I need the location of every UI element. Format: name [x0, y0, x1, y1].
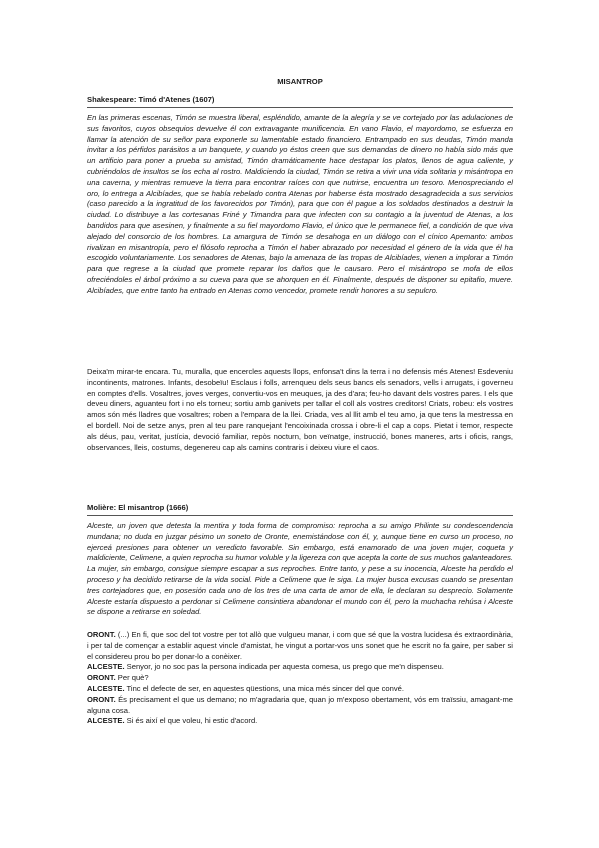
- dialogue-line: [87, 630, 513, 662]
- moliere-summary: Alceste, un joven que detesta la mentira y toda forma de compromiso: reprocha a su amigo Philinte su condescendencia mundana; no duda en juzgar pésimo un soneto de Oronte, enemistándose con él, y, aunque tiene en curso un proceso, no ejerceá presiones para obtener un veredicto favorable. Sin embargo, está enamorado de una joven mujer, coqueta y maldiciente, Celimene, a quien reprocha su humor voluble y la ligereza con que acepta la corte de sus muchos galanteadores. La mujer, sin embargo, consigue siempre escapar a sus reproches. Entre tanto, y pese a su inocencia, Alceste ha perdido el proceso y ha decidido retirarse de la vida social. Pide a Celimene que le siga. La mujer busca excusas cuando se presentan tres cortejadores que, en posesión cada uno de los tres de una carta de amor de ella, le declaran su desprecio. Solamente Alceste estaría dispuesto a perdonar si Celimene consintiera abandonar el mundo con él, pero la muchacha rehúsa i Alceste se dispone a retirarse en soledad.: [87, 521, 513, 617]
- dialogue-text: Per què?: [115, 673, 149, 683]
- dialogue-text: Senyor, jo no soc pas la persona indicada per aquesta comesa, us prego que me'n dispenseu.: [124, 662, 444, 672]
- moliere-dialogue: [87, 630, 513, 727]
- speaker-name: ORONT.: [87, 630, 116, 639]
- dialogue-line: [87, 716, 513, 727]
- shakespeare-summary: En las primeras escenas, Timón se muestra liberal, espléndido, amante de la alegría y se ve cortejado por las adulaciones de sus favoritos, cuyos obsequios devuelve él con extravagante munificencia. En vano Flavio, el mayordomo, se esfuerza en llamar la atención de su señor para exponerle su lamentable estado financiero. Entrampado en sus deudas, Timón manda invitar a los pérfidos parásitos a un banquete, y cuando yo éstos creen que sus demandas de dinero no había sido más que un artificio para poner a prueba su amistad, Timón dramáticamente hace destapar los platos, llenos de agua caliente, y cubriéndolos de insultos se los echa al rostro. Maldiciendo la ciudad, Timón se retira a vivir una vida solitaria y misántropa en una caverna, y mientras remueve la tierra para encontrar raíces con que nutrirse, encuentra un tesoro. Menospreciando el oro, lo entrega a Alcibíades, que se había rebelado contra Atenas por haberse ésta mostrado desagradecida a sus servicios (caso parecido a la ingratitud de los favorecidos por Timón), para que con él pague a los soldados destinados a destruir la ciudad. Lo distribuye a las cortesanas Friné y Timandra para que infecten con su contagio a la juventud de Atenas, a los bandidos para que asesinen, y finalmente a su fiel mayordomo Flavio, el único que le permanece fiel, a condición de que viva alejado del consorcio de los hombres. La amargura de Timón se desahoga en un diálogo con el cínico Apemanto: ambos rivalizan en misantropía, pero el filósofo reprocha a Timón el haber abrazado por necesidad el género de la vida que él ha escogido voluntariamente. Los senadores de Atenas, bajo la amenaza de las tropas de Alcibíades, vienen a implorar a Timón para que regrese a la ciudad que promete reparar los daños que le causaro. Pero el misántropo se mofa de ellos ofreciéndoles el árbol próximo a su cueva para que se ahorquen en él. Finalmente, después de disponer su epitafio, muere. Alcibíades, que entre tanto ha entrado en Atenas como vencedor, promete rendir honores a su sepulcro.: [87, 113, 513, 295]
- dialogue-line: [87, 673, 513, 684]
- section-heading-shakespeare: Shakespeare: Timó d'Atenes (1607): [87, 95, 513, 108]
- dialogue-line: [87, 662, 513, 673]
- document-title: MISANTROP: [277, 77, 323, 86]
- dialogue-text: Si és així el que voleu, hi estic d'acord.: [124, 716, 258, 726]
- speaker-name: ALCESTE.: [87, 683, 125, 693]
- speaker-name: ALCESTE.: [87, 716, 125, 726]
- shakespeare-quote: Deixa'm mirar-te encara. Tu, muralla, que encercles aquests llops, enfonsa't dins la terra i no defensis més Atenes! Esdeveniu incontinents, matrones. Infants, desobeïu! Esclaus i folls, arrenqueu dels seus bancs els senadors, vells i arrugats, i governeu en comptes d'ells. Vosaltres, joves verges, convertiu-vos en meuques, ja des d'ara; feu-ho davant dels vostres pares. I els que deveu diners, aguanteu fort i no els torneu; sortiu amb ganivets per tallar el coll als vostres creditors! Criats, robeu: els vostres amos són més lladres que vosaltres; roben a l'empara de la llei. Criada, ves al llit amb el teu amo, ja que tens la mestressa en el bordell. Noi de setze anys, pren al teu pare ranquejant l'encoixinada crossa i obre-li el cap a cops. Pietat i temor, respecte als déus, pau, veritat, justícia, devoció familiar, repòs nocturn, bon veïnatge, instrucció, bones maneres, arts i oficis, rangs, observances, lleis, costums, degenereu cap als camins contraris i deixeu viure el caos.: [87, 367, 513, 452]
- dialogue-line: [87, 684, 513, 695]
- dialogue-text: Tinc el defecte de ser, en aquestes qüestions, una mica més sincer del que convé.: [124, 683, 405, 693]
- dialogue-text: És precisament el que us demano; no m'agradaria que, quan jo m'exposo obertament, vós em traïssiu, amagant-me alguna cosa.: [87, 694, 513, 715]
- section-heading-moliere: Molière: El misantrop (1666): [87, 503, 513, 516]
- speaker-name: ORONT.: [87, 694, 116, 704]
- speaker-name: ORONT.: [87, 673, 116, 683]
- speaker-name: ALCESTE.: [87, 662, 125, 672]
- dialogue-line: [87, 695, 513, 717]
- dialogue-text: (...) En fi, que soc del tot vostre per tot allò que vulgueu manar, i com que sé que la vostra lucidesa és extraordinària, i per tal de començar a establir aquest vincle d'amistat, he vingut a portar-vos uns sonet que he escrit no fa gaire, per saber si el considereu prou bo per donar-lo a conèixer.: [87, 630, 513, 661]
